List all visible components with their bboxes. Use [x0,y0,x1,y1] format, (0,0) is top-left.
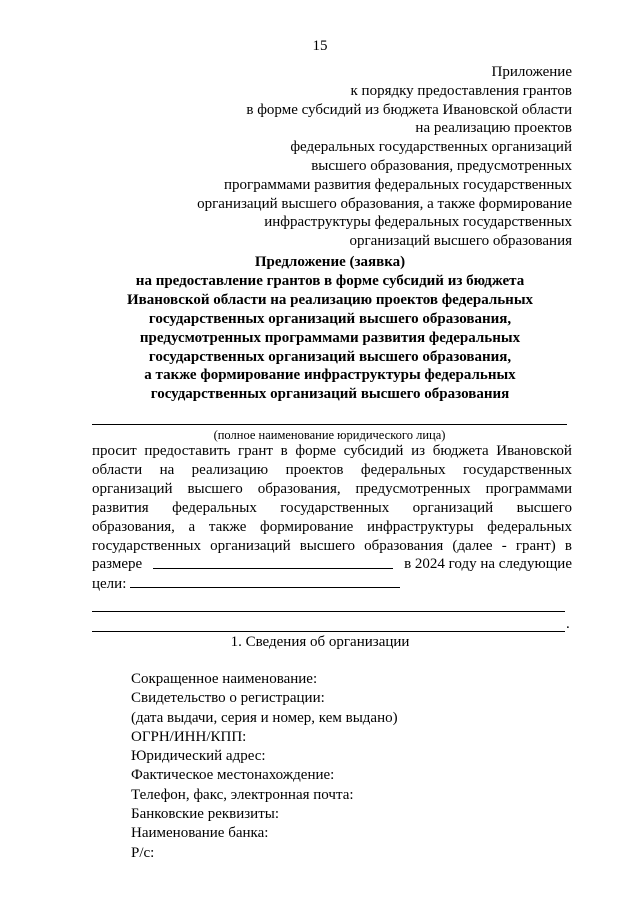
goals-blank-line-3[interactable] [92,631,565,632]
field-bank-details: Банковские реквизиты: [131,806,280,823]
word: на [159,461,175,478]
request-paragraph [92,442,572,594]
word: образования [364,537,444,554]
organization-fields [131,670,398,863]
field-legal-address: Юридический адрес: [131,748,266,765]
title-line: предусмотренных программами развития федеральных [139,329,521,346]
title-line: Ивановской области на реализацию проектов федеральных [126,291,534,308]
field-contacts: Телефон, факс, электронная почта: [131,786,354,803]
goals-blank[interactable] [130,574,400,588]
appendix-header [132,63,572,251]
request-line-2 [92,461,572,480]
word: Ивановской [496,443,572,459]
title-line: Предложение (заявка) [254,254,406,270]
word: программами [485,480,572,497]
word: (далее [452,537,493,554]
word: грант) [515,537,556,554]
word: в [564,537,572,554]
section-heading: 1. Сведения об организации [230,634,410,650]
word: высшего [516,499,572,516]
word: форме [295,443,336,459]
request-line-5 [92,518,572,537]
word: образования, [257,480,341,497]
word: организаций [210,537,291,554]
word: организаций [92,480,173,497]
year-text: в 2024 году на следующие [404,556,572,573]
field-actual-location: Фактическое местонахождение: [131,767,335,784]
request-line-6 [92,537,572,556]
word: образования, [92,518,175,535]
title-line: государственных организаций высшего образования [150,386,510,403]
appendix-line: Приложение [491,64,572,80]
request-line-4 [92,499,572,518]
word: также [208,518,247,535]
appendix-line: организаций высшего образования [349,233,572,250]
title-line: на предоставление грантов в форме субсидий из бюджета [135,272,525,289]
word: бюджета [432,443,489,459]
word: просит [92,443,137,459]
word: федеральных [360,461,446,478]
word: проектов [285,461,344,478]
request-line-size [92,555,572,574]
field-account: Р/с: [131,844,155,861]
word: субсидий [343,443,404,459]
word: федеральных [487,518,572,535]
word: государственных [280,499,390,516]
word: федеральных [172,499,257,516]
field-bank-name: Наименование банка: [131,825,269,842]
request-line-3 [92,480,572,499]
request-line-goals [92,574,572,594]
request-line-1 [92,442,572,461]
page-number: 15 [312,38,328,54]
appendix-line: федеральных государственных организаций [290,139,572,156]
field-short-name: Сокращенное наименование: [131,671,318,687]
grant-amount-blank[interactable] [153,555,393,569]
org-name-caption: (полное наименование юридического лица) [213,428,446,442]
appendix-line: программами развития федеральных государственных [224,176,572,193]
appendix-line: организаций высшего образования, а также формирование [197,195,572,212]
appendix-line: высшего образования, предусмотренных [311,157,572,174]
word: развития [92,499,149,516]
word: - [501,537,507,554]
word: грант [238,443,273,459]
word: организаций [412,499,494,516]
word: государственных [92,537,201,554]
document-title [90,253,570,404]
goals-blank-line-2[interactable] [92,611,565,612]
title-line: государственных организаций высшего образования, [148,348,512,365]
word: предоставить [144,443,231,459]
title-line: а также формирование инфраструктуры федеральных [144,367,516,384]
word: предусмотренных [355,480,471,497]
appendix-line: к порядку предоставления грантов [350,82,572,99]
word: высшего [187,480,243,497]
title-line: государственных организаций высшего образования, [148,310,512,327]
goals-label: цели: [92,576,127,593]
word: инфраструктуры [366,518,474,535]
org-name-blank[interactable] [92,424,567,425]
word: в [280,443,288,459]
word: формирование [260,518,354,535]
appendix-line: на реализацию проектов [415,120,572,137]
appendix-line: в форме субсидий из бюджета Ивановской области [246,101,572,118]
word: реализацию [191,461,269,478]
size-label: размере [92,556,143,573]
word: а [188,518,196,535]
end-period: . [566,616,570,632]
word: государственных [462,461,572,478]
word: из [411,443,426,459]
word: высшего [299,537,356,554]
field-ogrn-inn-kpp: ОГРН/ИНН/КПП: [131,728,247,745]
field-registration-certificate: Свидетельство о регистрации: [131,690,325,707]
appendix-line: инфраструктуры федеральных государственных [264,214,572,231]
word: области [92,461,143,478]
field-registration-details: (дата выдачи, серия и номер, кем выдано) [131,709,398,726]
